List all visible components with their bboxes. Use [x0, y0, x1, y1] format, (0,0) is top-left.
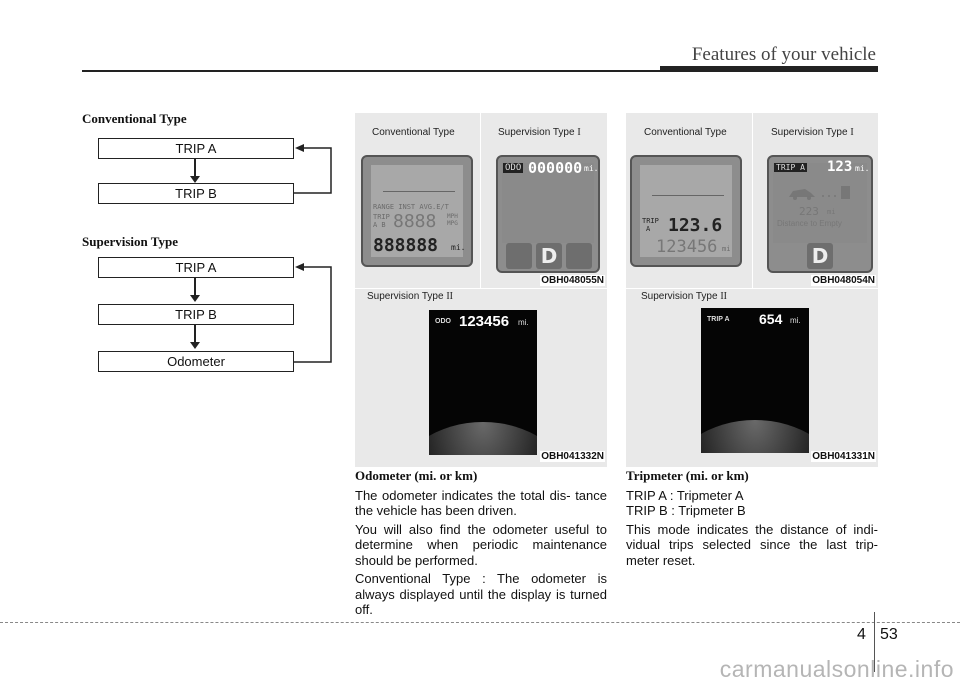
footer-rule: [0, 622, 960, 623]
figure-code-bottom: OBH041332N: [541, 451, 604, 462]
label-supervision-2: Supervision Type II: [367, 291, 453, 302]
label-supervision-1: Supervision Type I: [498, 127, 581, 138]
watermark: carmanualsonline.info: [719, 656, 954, 682]
odometer-description: [355, 468, 607, 618]
tripmeter-description: [626, 468, 878, 568]
lcd-supervision-2: ODO 123456 mi.: [429, 310, 537, 455]
tripmeter-figure: [626, 113, 878, 467]
lcd-supervision-2: TRIP A 654 mi.: [701, 308, 809, 453]
flow-box-trip-b-sup: TRIP B: [98, 304, 294, 325]
flow-arrow: [194, 159, 196, 177]
flow-arrow: [194, 278, 196, 296]
odometer-paragraph: The odometer indicates the total dis- tance the vehicle has been driven.: [355, 487, 607, 518]
odometer-paragraph: You will also find the odometer useful to determine when periodic maintenance should be performed.: [355, 521, 607, 568]
tripmeter-line: TRIP A : Tripmeter A: [626, 487, 744, 503]
page-number: 53: [880, 626, 898, 643]
label-supervision-2: Supervision Type II: [641, 291, 727, 302]
conventional-heading: Conventional Type: [82, 111, 187, 126]
label-supervision-1: Supervision Type I: [771, 127, 854, 138]
tripmeter-paragraph: This mode indicates the distance of indi- vidual trips selected since the last trip- meter reset.: [626, 521, 878, 568]
flow-box-odometer: Odometer: [98, 351, 294, 372]
figure-code-top: OBH048054N: [812, 275, 875, 286]
odometer-figure: [355, 113, 607, 467]
flow-arrow: [194, 325, 196, 343]
car-fuel-icon: [787, 183, 857, 201]
flow-box-trip-b: TRIP B: [98, 183, 294, 204]
drive-gear-indicator: D: [536, 243, 562, 269]
odometer-paragraph: Conventional Type : The odometer is always displayed until the display is turned off.: [355, 571, 607, 617]
label-conventional: Conventional Type: [372, 127, 455, 138]
chapter-number: 4: [857, 626, 866, 643]
header-rule: [82, 70, 660, 72]
figure-code-bottom: OBH041331N: [812, 451, 875, 462]
odometer-heading: Odometer (mi. or km): [355, 468, 478, 483]
lcd-supervision-1: TRIP A 123 mi. 223 mi Distance to Empty D: [767, 155, 873, 273]
loop-arrow-supervision: [294, 259, 334, 369]
flow-box-trip-a-sup: TRIP A: [98, 257, 294, 278]
page-header-title: Features of your vehicle: [691, 44, 876, 65]
lcd-conventional: TRIP A 123.6 123456 mi: [630, 155, 742, 267]
tripmeter-line: TRIP B : Tripmeter B: [626, 503, 746, 518]
flow-box-trip-a: TRIP A: [98, 138, 294, 159]
tripmeter-heading: Tripmeter (mi. or km): [626, 468, 749, 483]
supervision-heading: Supervision Type: [82, 234, 178, 249]
loop-arrow-conventional: [294, 140, 334, 204]
lcd-conventional: RANGE INST AVG.E/T TRIP A B 8888 MPH MPG 888888 mi.: [361, 155, 473, 267]
drive-gear-indicator: D: [807, 243, 833, 269]
header-bar: [660, 66, 878, 72]
lcd-supervision-1: ODO 000000 mi. D: [496, 155, 600, 273]
figure-code-top: OBH048055N: [541, 275, 604, 286]
label-conventional: Conventional Type: [644, 127, 727, 138]
